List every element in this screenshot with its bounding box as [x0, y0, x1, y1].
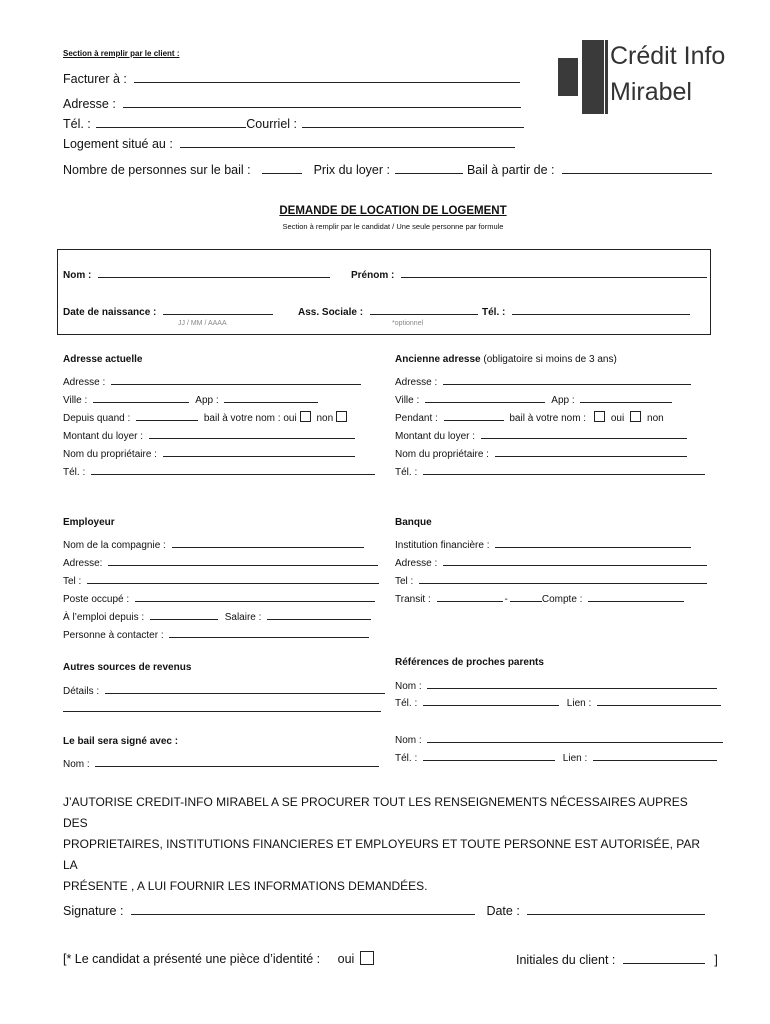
courriel-field[interactable]: [302, 115, 524, 128]
id-check-oui-checkbox[interactable]: [360, 951, 374, 965]
reference1-nom-field[interactable]: [427, 676, 717, 689]
facturer-field[interactable]: [134, 70, 520, 83]
bank-tel-row: [395, 571, 707, 587]
bank-compte-label: Compte :: [541, 594, 583, 605]
employer-poste-field[interactable]: [135, 589, 375, 602]
reference2-lien-field[interactable]: [593, 748, 717, 761]
date-hint: JJ / MM / AAAA: [178, 320, 227, 327]
bank-adresse-field[interactable]: [443, 553, 707, 566]
employer-tel-row: [63, 571, 379, 587]
lease-signer-heading: Le bail sera signé avec :: [63, 736, 179, 747]
signature-label: Signature :: [63, 904, 124, 918]
previous-ville-label: Ville :: [395, 395, 420, 406]
employer-compagnie-field[interactable]: [172, 535, 364, 548]
other-income-details-row: [63, 681, 385, 697]
employer-adresse-field[interactable]: [108, 553, 378, 566]
employer-compagnie-row: [63, 535, 364, 551]
employer-compagnie-label: Nom de la compagnie :: [63, 540, 166, 551]
current-ville-field[interactable]: [93, 390, 189, 403]
bank-adresse-label: Adresse :: [395, 558, 438, 569]
reference1-tel-label: Tél. :: [395, 698, 418, 709]
previous-address-title: Ancienne adresse: [395, 354, 481, 365]
previous-proprio-field[interactable]: [495, 444, 687, 457]
current-bail-nom-label: bail à votre nom : oui: [203, 413, 297, 424]
current-adresse-field[interactable]: [111, 372, 361, 385]
candidate-tel-label: Tél. :: [482, 307, 506, 318]
other-income-details-field[interactable]: [105, 681, 385, 694]
initiales-row: [516, 951, 718, 967]
nom-row: [63, 265, 330, 281]
previous-address-heading: [395, 354, 617, 365]
nombre-field[interactable]: [262, 161, 302, 174]
current-app-label: App :: [195, 395, 219, 406]
date-naissance-field[interactable]: [163, 302, 273, 315]
ass-sociale-field[interactable]: [370, 302, 478, 315]
previous-bail-nom-label: bail à votre nom :: [509, 413, 587, 424]
lease-signer-nom-label: Nom :: [63, 759, 90, 770]
bank-institution-row: [395, 535, 691, 551]
logement-field[interactable]: [180, 135, 515, 148]
bail-field[interactable]: [562, 161, 712, 174]
bank-tel-label: Tel :: [395, 576, 414, 587]
id-check-row: [63, 951, 374, 966]
candidate-box: [57, 249, 711, 335]
prenom-label: Prénom :: [351, 270, 395, 281]
current-montant-row: [63, 426, 355, 442]
current-proprio-label: Nom du propriétaire :: [63, 449, 157, 460]
reference1-lien-field[interactable]: [597, 693, 721, 706]
candidate-tel-field[interactable]: [512, 302, 690, 315]
reference2-lien-label: Lien :: [562, 753, 588, 764]
bank-compte-field[interactable]: [588, 589, 684, 602]
current-address-heading: Adresse actuelle: [63, 354, 143, 365]
employer-tel-field[interactable]: [87, 571, 379, 584]
current-non-label: non: [316, 413, 334, 424]
other-income-details-field-2[interactable]: [63, 699, 381, 712]
ass-sociale-label: Ass. Sociale :: [298, 307, 364, 318]
previous-app-field[interactable]: [580, 390, 672, 403]
previous-pendant-label: Pendant :: [395, 413, 438, 424]
previous-tel-field[interactable]: [423, 462, 705, 475]
employer-depuis-field[interactable]: [150, 607, 218, 620]
current-tel-row: [63, 462, 375, 478]
previous-adresse-field[interactable]: [443, 372, 691, 385]
form-title: DEMANDE DE LOCATION DE LOGEMENT: [279, 205, 507, 217]
nombre-label: Nombre de personnes sur le bail :: [63, 163, 251, 177]
previous-pendant-row: [395, 408, 664, 424]
employer-heading: Employeur: [63, 517, 115, 528]
reference2-nom-field[interactable]: [427, 730, 723, 743]
courriel-label: Courriel :: [246, 117, 297, 131]
previous-tel-row: [395, 462, 705, 478]
previous-non-label: non: [647, 413, 664, 424]
employer-salaire-label: Salaire :: [224, 612, 262, 623]
candidate-tel-row: [482, 302, 690, 318]
previous-proprio-row: [395, 444, 687, 460]
nom-field[interactable]: [98, 265, 330, 278]
tel-label: Tél. :: [63, 117, 91, 131]
previous-montant-field[interactable]: [481, 426, 687, 439]
employer-depuis-label: À l’emploi depuis :: [63, 612, 145, 623]
prenom-field[interactable]: [401, 265, 707, 278]
date-naissance-label: Date de naissance :: [63, 307, 157, 318]
signature-date-field[interactable]: [527, 902, 705, 915]
reference1-nom-label: Nom :: [395, 681, 422, 692]
facturer-label: Facturer à :: [63, 72, 127, 86]
previous-app-label: App :: [551, 395, 575, 406]
logo-square-large: [582, 40, 604, 114]
bank-institution-field[interactable]: [495, 535, 691, 548]
employer-contact-field[interactable]: [169, 625, 369, 638]
current-ville-row: [63, 390, 318, 406]
employer-adresse-label: Adresse:: [63, 558, 103, 569]
employer-poste-label: Poste occupé :: [63, 594, 130, 605]
previous-tel-label: Tél. :: [395, 467, 418, 478]
reference1-lien-label: Lien :: [566, 698, 592, 709]
bail-label: Bail à partir de :: [466, 163, 555, 177]
logo-bar: [605, 40, 608, 114]
current-depuis-row: [63, 408, 350, 424]
tel-courriel-row: [63, 115, 524, 131]
id-check-oui-label: oui: [337, 952, 355, 966]
previous-ville-field[interactable]: [425, 390, 545, 403]
previous-ville-row: [395, 390, 672, 406]
employer-contact-label: Personne à contacter :: [63, 630, 164, 641]
form-subtitle: Section à remplir par le candidat / Une seule personne par formule: [282, 222, 504, 231]
facturer-row: [63, 70, 520, 86]
authorization-line3: PRÉSENTE , A LUI FOURNIR LES INFORMATIONS DEMANDÉES.: [63, 879, 428, 893]
current-adresse-label: Adresse :: [63, 377, 106, 388]
reference1-nom-row: [395, 676, 717, 692]
current-proprio-row: [63, 444, 355, 460]
current-app-field[interactable]: [224, 390, 318, 403]
adresse-field[interactable]: [123, 95, 521, 108]
client-section-header: Section à remplir par le client :: [63, 49, 180, 58]
current-proprio-field[interactable]: [163, 444, 355, 457]
bank-transit-label: Transit :: [395, 594, 431, 605]
authorization-line2: PROPRIETAIRES, INSTITUTIONS FINANCIERES ET EMPLOYEURS ET TOUTE PERSONNE EST AUTORISÉE, PAR LA: [63, 837, 701, 872]
logement-label: Logement situé au :: [63, 137, 173, 151]
reference2-nom-label: Nom :: [395, 735, 422, 746]
current-depuis-field[interactable]: [136, 408, 198, 421]
reference2-tel-row: [395, 748, 717, 764]
authorization-paragraph: [63, 792, 713, 897]
signature-date-label: Date :: [486, 904, 520, 918]
logo-square-small: [558, 58, 578, 96]
credit-info-logo: [558, 36, 748, 120]
reference1-tel-field[interactable]: [423, 693, 559, 706]
current-ville-label: Ville :: [63, 395, 88, 406]
logo-text-line2: Mirabel: [610, 78, 692, 106]
employer-contact-row: [63, 625, 369, 641]
bank-dash: -: [504, 594, 508, 605]
previous-adresse-label: Adresse :: [395, 377, 438, 388]
current-tel-label: Tél. :: [63, 467, 86, 478]
nom-label: Nom :: [63, 270, 92, 281]
bank-branch-field[interactable]: [510, 589, 542, 602]
employer-salaire-field[interactable]: [267, 607, 371, 620]
id-check-text: [* Le candidat a présenté une pièce d’identité :: [63, 952, 321, 966]
previous-montant-label: Montant du loyer :: [395, 431, 476, 442]
current-adresse-row: [63, 372, 361, 388]
previous-address-note: (obligatoire si moins de 3 ans): [480, 354, 617, 365]
previous-non-checkbox[interactable]: [630, 411, 641, 422]
current-depuis-label: Depuis quand :: [63, 413, 131, 424]
employer-adresse-row: [63, 553, 378, 569]
initiales-label: Initiales du client :: [516, 953, 616, 967]
adresse-row: [63, 95, 521, 111]
other-income-heading: Autres sources de revenus: [63, 662, 192, 673]
ass-sociale-row: [298, 302, 478, 318]
prix-label: Prix du loyer :: [313, 163, 390, 177]
current-oui-checkbox[interactable]: [300, 411, 311, 422]
adresse-label: Adresse :: [63, 97, 116, 111]
previous-oui-checkbox[interactable]: [594, 411, 605, 422]
bank-transit-row: [395, 589, 684, 605]
reference2-tel-label: Tél. :: [395, 753, 418, 764]
prix-field[interactable]: [395, 161, 463, 174]
tel-field[interactable]: [96, 115, 246, 128]
date-row: [63, 302, 273, 318]
bail-info-row: [63, 161, 712, 177]
reference1-tel-row: [395, 693, 721, 709]
previous-montant-row: [395, 426, 687, 442]
initiales-field[interactable]: [623, 951, 705, 964]
initiales-bracket: ]: [714, 953, 718, 967]
lease-signer-nom-field[interactable]: [95, 754, 379, 767]
current-non-checkbox[interactable]: [336, 411, 347, 422]
logement-row: [63, 135, 515, 151]
optional-hint: *optionnel: [392, 320, 424, 327]
signature-field[interactable]: [131, 902, 475, 915]
current-tel-field[interactable]: [91, 462, 375, 475]
employer-tel-label: Tel :: [63, 576, 82, 587]
lease-signer-nom-row: [63, 754, 379, 770]
employer-poste-row: [63, 589, 375, 605]
reference2-tel-field[interactable]: [423, 748, 555, 761]
bank-heading: Banque: [395, 517, 432, 528]
signature-row: [63, 902, 705, 918]
prenom-row: [351, 265, 707, 281]
bank-tel-field[interactable]: [419, 571, 707, 584]
logo-text-line1: Crédit Info: [610, 42, 726, 70]
bank-institution-label: Institution financière :: [395, 540, 490, 551]
other-income-details-label: Détails :: [63, 686, 100, 697]
bank-adresse-row: [395, 553, 707, 569]
previous-pendant-field[interactable]: [444, 408, 504, 421]
bank-transit-field[interactable]: [437, 589, 503, 602]
other-income-line2-row: [63, 699, 381, 715]
previous-adresse-row: [395, 372, 691, 388]
references-heading: Références de proches parents: [395, 657, 544, 668]
current-montant-label: Montant du loyer :: [63, 431, 144, 442]
employer-depuis-row: [63, 607, 371, 623]
previous-oui-label: oui: [610, 413, 625, 424]
reference2-nom-row: [395, 730, 723, 746]
previous-proprio-label: Nom du propriétaire :: [395, 449, 489, 460]
authorization-line1: J’AUTORISE CREDIT-INFO MIRABEL A SE PROCURER TOUT LES RENSEIGNEMENTS NÉCESSAIRES AUPRES DES: [63, 795, 688, 830]
current-montant-field[interactable]: [149, 426, 355, 439]
